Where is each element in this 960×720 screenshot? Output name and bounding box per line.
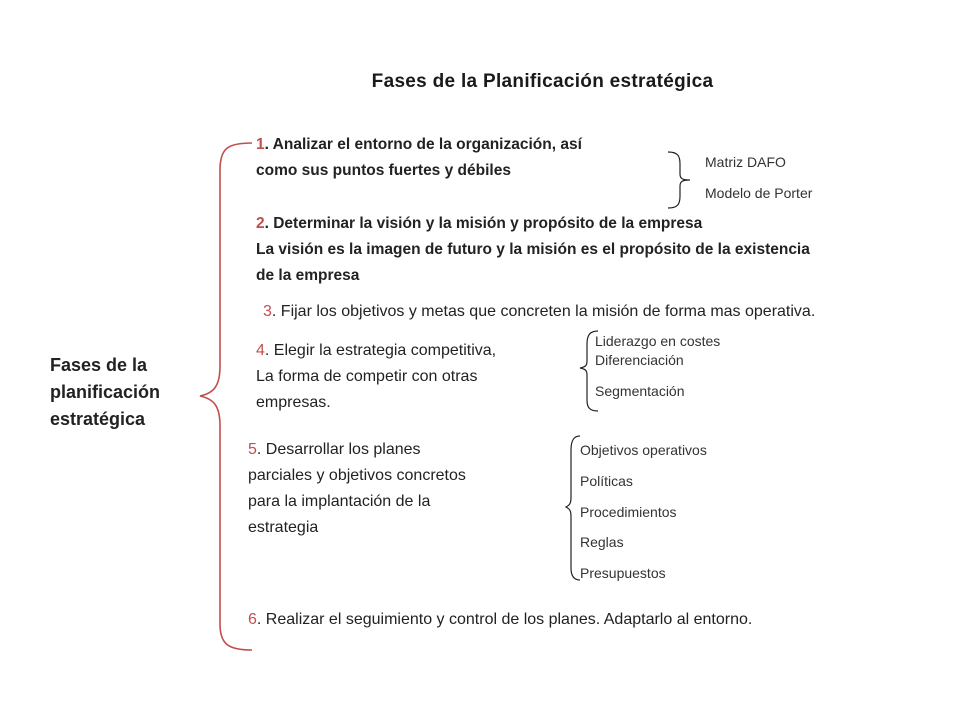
step-text: para la implantación de la [248, 493, 431, 510]
step-number: 5 [248, 441, 257, 458]
step-3 [263, 299, 815, 325]
group4-item: Liderazgo en costes [595, 333, 721, 349]
side-label-line: estratégica [50, 409, 146, 429]
main-brace [200, 143, 252, 650]
group1-item: Modelo de Porter [705, 185, 813, 201]
step-text: de la empresa [256, 267, 360, 284]
group4-item: Diferenciación [595, 352, 684, 368]
step-text: . Determinar la visión y la misión y propósito de la empresa [264, 215, 703, 232]
step-number: 2 [256, 215, 265, 232]
step-text: La visión es la imagen de futuro y la misión es el propósito de la existencia [256, 241, 810, 258]
group4-item: Segmentación [595, 383, 685, 399]
step-number: 6 [248, 611, 257, 628]
step-2 [256, 211, 810, 289]
brace-step1 [668, 152, 690, 208]
side-label [50, 352, 200, 433]
step-text: como sus puntos fuertes y débiles [256, 162, 511, 179]
side-label-line: planificación [50, 382, 161, 402]
step-text: estrategia [248, 519, 319, 536]
step-6 [248, 607, 752, 633]
group5-item: Reglas [580, 534, 624, 550]
page-title: Fases de la Planificación estratégica [371, 71, 714, 92]
step-text: . Analizar el entorno de la organización, así [264, 136, 582, 153]
step-text: La forma de competir con otras [256, 368, 478, 385]
group5-item: Políticas [580, 473, 633, 489]
step-text: . Elegir la estrategia competitiva, [264, 342, 497, 359]
group1-item: Matriz DAFO [705, 154, 786, 170]
step-text: . Fijar los objetivos y metas que concreten la misión de forma mas operativa. [271, 303, 816, 320]
step-text: . Desarrollar los planes [256, 441, 421, 458]
step-number: 3 [263, 303, 272, 320]
group5-item: Presupuestos [580, 565, 666, 581]
step-1 [256, 132, 582, 184]
step-text: empresas. [256, 394, 331, 411]
step-number: 1 [256, 136, 265, 153]
step-5 [248, 437, 466, 541]
step-4 [256, 338, 496, 416]
side-label-line: Fases de la [50, 355, 148, 375]
step-text: parciales y objetivos concretos [248, 467, 466, 484]
step-number: 4 [256, 342, 265, 359]
group5-item: Objetivos operativos [580, 442, 707, 458]
step-text: . Realizar el seguimiento y control de los planes. Adaptarlo al entorno. [256, 611, 753, 628]
group5-item: Procedimientos [580, 504, 677, 520]
brace-step5 [566, 436, 580, 580]
